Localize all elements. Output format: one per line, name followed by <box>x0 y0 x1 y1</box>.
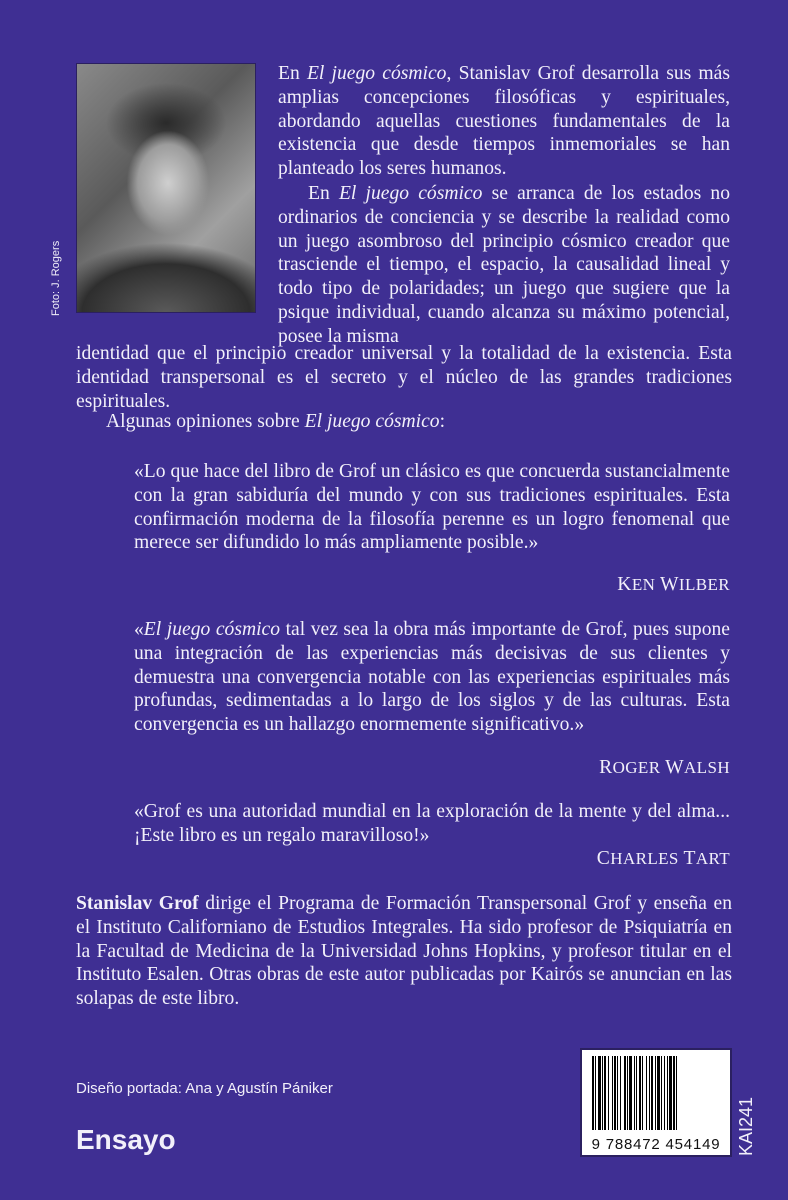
intro-p2-prefix: En <box>308 183 339 204</box>
barcode <box>580 1048 732 1157</box>
intro-p2-text: se arranca de los estados no ordinarios de conciencia y se describe la realidad como un juego asombroso del principio cósmico creador que trasciende el tiempo, el espacio, la causalidad lineal y todo tipo de polaridades; un juego que sugiere que la psique individual, cuando alcanza su máximo potencial, posee la misma <box>278 183 730 347</box>
genre-label: Ensayo <box>76 1124 176 1155</box>
book-title: El juego cósmico <box>304 411 440 432</box>
barcode-number: 9 788472 454149 <box>591 1136 721 1153</box>
quote-3-author <box>597 848 730 870</box>
author-name: CHARLES TART <box>596 848 730 869</box>
quote-1-author <box>617 574 730 596</box>
bio-text: dirige el Programa de Formación Transpersonal Grof y enseña en el Instituto Californiano de Estudios Integrales. Ha sido profesor de Psiquiatría en la Facultad de Medicina de la Universidad Johns Hopkins, y profesor titular en el Instituto Esalen. Otras obras de este autor publicadas por Kairós se anuncian en las solapas de este libro. <box>76 893 732 1010</box>
intro-paragraph-1 <box>278 62 730 181</box>
intro-p1-prefix: En <box>278 63 307 84</box>
book-title: El juego cósmico <box>338 183 483 204</box>
intro-paragraph-2-continued: identidad que el principio creador universal y la totalidad de la existencia. Esta identidad transpersonal es el secreto y el núcleo de las grandes tradiciones espirituales. <box>76 343 732 412</box>
quote-2-text: tal vez sea la obra más importante de Grof, pues supone una integración de las experiencias más decisivas de sus clientes y demuestra una convergencia notable con las experiencias espirituales más profundas, sedimentadas a lo largo de los siglos y de las culturas. Esta convergencia es un hallazgo enormemente significativo.» <box>134 619 730 736</box>
author-bio <box>76 892 732 1011</box>
quote-open: « <box>134 619 144 640</box>
barcode-bars <box>590 1056 722 1130</box>
quote-3: «Grof es una autoridad mundial en la exploración de la mente y del alma... ¡Este libro es un regalo maravilloso!» <box>134 801 730 846</box>
photo-credit: Foto: J. Rogers <box>50 240 62 316</box>
quote-2 <box>134 618 730 737</box>
quote-1: «Lo que hace del libro de Grof un clásico es que concuerda sustancialmente con la gran sabiduría del mundo y con sus tradiciones espirituales. Esta confirmación moderna de la filosofía perenne es un logro fenomenal que merece ser difundido lo más ampliamente posible.» <box>134 461 730 554</box>
author-photo <box>76 63 256 313</box>
book-title: El juego cósmico <box>306 63 447 84</box>
bio-author-name: Stanislav Grof <box>76 893 199 914</box>
cover-design-credit: Diseño portada: Ana y Agustín Pániker <box>76 1080 333 1097</box>
opinions-suffix: : <box>439 411 446 432</box>
catalog-code: KAI241 <box>736 1096 756 1156</box>
opinions-intro <box>76 410 732 434</box>
author-name: ROGER WALSH <box>599 757 730 778</box>
book-title: El juego cósmico <box>143 619 281 640</box>
intro-p1-text: , Stanislav Grof desarrolla sus más amplias concepciones filosóficas y espirituales, abordando aquellas cuestiones fundamentales de la existencia que desde tiempos inmemoriales se han planteado los seres humanos. <box>278 63 730 180</box>
author-name: KEN WILBER <box>617 574 730 595</box>
intro-paragraph-2 <box>278 182 730 349</box>
opinions-prefix: Algunas opiniones sobre <box>106 411 305 432</box>
quote-2-author <box>599 757 730 779</box>
